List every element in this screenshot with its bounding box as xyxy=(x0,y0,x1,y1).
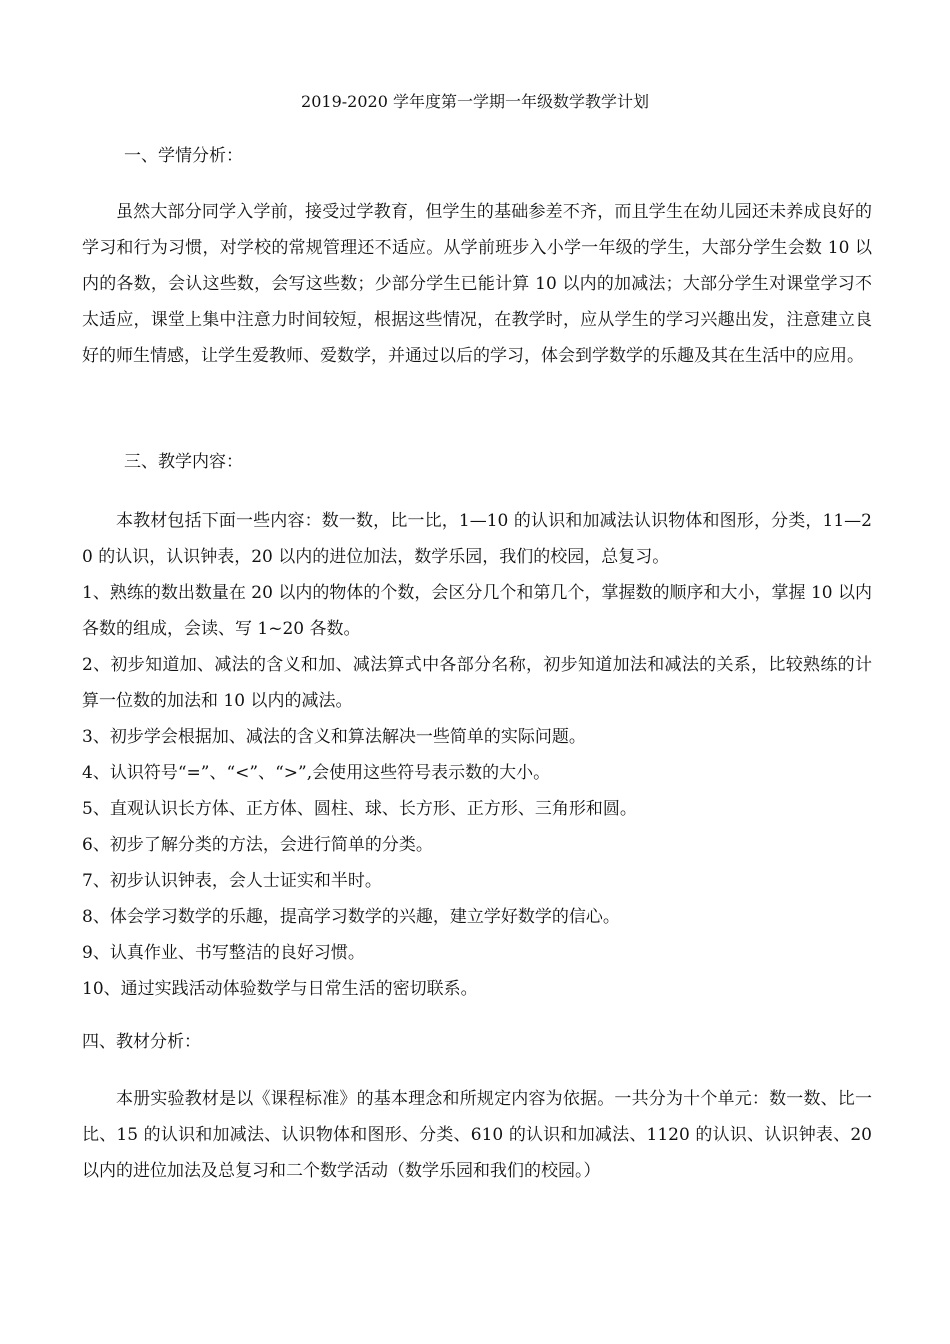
list-item: 10、通过实践活动体验数学与日常生活的密切联系。 xyxy=(82,979,478,999)
list-item: 2、初步知道加、减法的含义和加、减法算式中各部分名称，初步知道加法和减法的关系，比较熟练的计算一位数的加法和 10 以内的减法。 xyxy=(82,655,872,711)
paragraph-teaching-content: 本教材包括下面一些内容：数一数，比一比，1—10 的认识和加减法认识物体和图形，分类，11—20 的认识，认识钟表，20 以内的进位加法，数学乐园，我们的校园，总复习。 xyxy=(82,511,872,567)
document-title: 2019-2020 学年度第一学期一年级数学教学计划 xyxy=(301,92,649,111)
section-heading-teaching-content: 三、教学内容： xyxy=(124,452,243,472)
paragraph-textbook-analysis: 本册实验教材是以《课程标准》的基本理念和所规定内容为依据。一共分为十个单元：数一数、比一比、15 的认识和加减法、认识物体和图形、分类、610 的认识和加减法、1120 的认识、认识钟表、20 以内的进位加法及总复习和二个数学活动（数学乐园和我们的校园。） xyxy=(82,1089,872,1181)
list-item: 8、体会学习数学的乐趣，提高学习数学的兴趣，建立学好数学的信心。 xyxy=(82,907,620,927)
list-item: 4、认识符号“=”、“<”、“>”,会使用这些符号表示数的大小。 xyxy=(82,763,551,783)
list-item: 6、初步了解分类的方法，会进行简单的分类。 xyxy=(82,835,433,855)
list-item: 7、初步认识钟表，会人士证实和半时。 xyxy=(82,871,382,891)
section-heading-student-analysis: 一、学情分析： xyxy=(124,146,243,166)
paragraph-student-analysis: 虽然大部分同学入学前，接受过学教育，但学生的基础参差不齐，而且学生在幼儿园还未养成良好的学习和行为习惯，对学校的常规管理还不适应。从学前班步入小学一年级的学生，大部分学生会数 10 以内的各数，会认这些数，会写这些数；少部分学生已能计算 10 以内的加减法；大部分学生对课堂学习不太适应，课堂上集中注意力时间较短，根据这些情况，在教学时，应从学生的学习兴趣出发，注意建立良好的师生情感，让学生爱教师、爱数学，并通过以后的学习，体会到学数学的乐趣及其在生活中的应用。 xyxy=(82,202,872,366)
list-item: 3、初步学会根据加、减法的含义和算法解决一些简单的实际问题。 xyxy=(82,727,586,747)
section-heading-textbook-analysis: 四、教材分析： xyxy=(82,1032,201,1052)
teaching-goals-list xyxy=(82,575,872,1007)
list-item: 5、直观认识长方体、正方体、圆柱、球、长方形、正方形、三角形和圆。 xyxy=(82,799,637,819)
list-item: 9、认真作业、书写整洁的良好习惯。 xyxy=(82,943,365,963)
list-item: 1、熟练的数出数量在 20 以内的物体的个数，会区分几个和第几个，掌握数的顺序和大小，掌握 10 以内各数的组成，会读、写 1~20 各数。 xyxy=(82,583,872,639)
